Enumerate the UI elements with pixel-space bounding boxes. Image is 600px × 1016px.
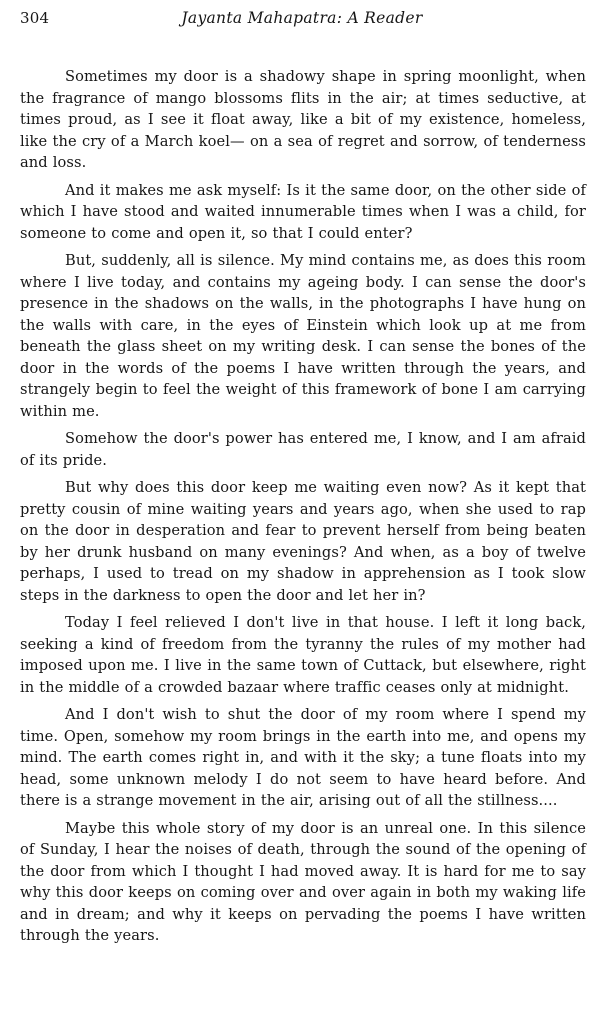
- page-header: [20, 6, 584, 30]
- paragraph-6: Today I feel relieved I don't live in that house. I left it long back, seeking a kind of freedom from the tyranny the rules of my mother had imposed upon me. I live in the same town of Cuttack, but elsewhere, right in the middle of a crowded bazaar where traffic ceases only at midnight.: [20, 614, 586, 696]
- paragraph-5: But why does this door keep me waiting even now? As it kept that pretty cousin of mine waiting years and years ago, when she used to rap on the door in desperation and fear to prevent herself from being beaten by her drunk husband on many evenings? And when, as a boy of twelve perhaps, I used to tread on my shadow in apprehension as I took slow steps in the darkness to open the door and let her in?: [20, 479, 586, 604]
- body-text: [20, 66, 586, 953]
- running-title: Jayanta Mahapatra: A Reader: [181, 9, 423, 27]
- paragraph-7: And I don't wish to shut the door of my room where I spend my time. Open, somehow my room brings in the earth into me, and opens my mind. The earth comes right in, and with it the sky; a tune floats into my head, some unknown melody I do not seem to have heard before. And there is a strange movement in the air, arising out of all the stillness....: [20, 706, 586, 809]
- paragraph-4: Somehow the door's power has entered me, I know, and I am afraid of its pride.: [20, 430, 586, 469]
- paragraph-3: But, suddenly, all is silence. My mind contains me, as does this room where I live today, and contains my ageing body. I can sense the door's presence in the shadows on the walls, in the photographs I have hung on the walls with care, in the eyes of Einstein which look up at me from beneath the glass sheet on my writing desk. I can sense the bones of the door in the words of the poems I have written through the years, and strangely begin to feel the weight of this framework of bone I am carrying within me.: [20, 252, 586, 420]
- page-number: 304: [20, 9, 50, 27]
- paragraph-8: Maybe this whole story of my door is an unreal one. In this silence of Sunday, I hear the noises of death, through the sound of the opening of the door from which I thought I had moved away. It is hard for me to say why this door keeps on coming over and over again in both my waking life and in dream; and why it keeps on pervading the poems I have written through the years.: [20, 819, 586, 944]
- paragraph-2: And it makes me ask myself: Is it the same door, on the other side of which I have stood and waited innumerable times when I was a child, for someone to come and open it, so that I could enter?: [20, 181, 586, 242]
- paragraph-1: Sometimes my door is a shadowy shape in spring moonlight, when the fragrance of mango blossoms flits in the air; at times seductive, at times proud, as I see it float away, like a bit of my existence, homeless, like the cry of a March koel— on a sea of regret and sorrow, of tenderness and loss.: [20, 68, 586, 171]
